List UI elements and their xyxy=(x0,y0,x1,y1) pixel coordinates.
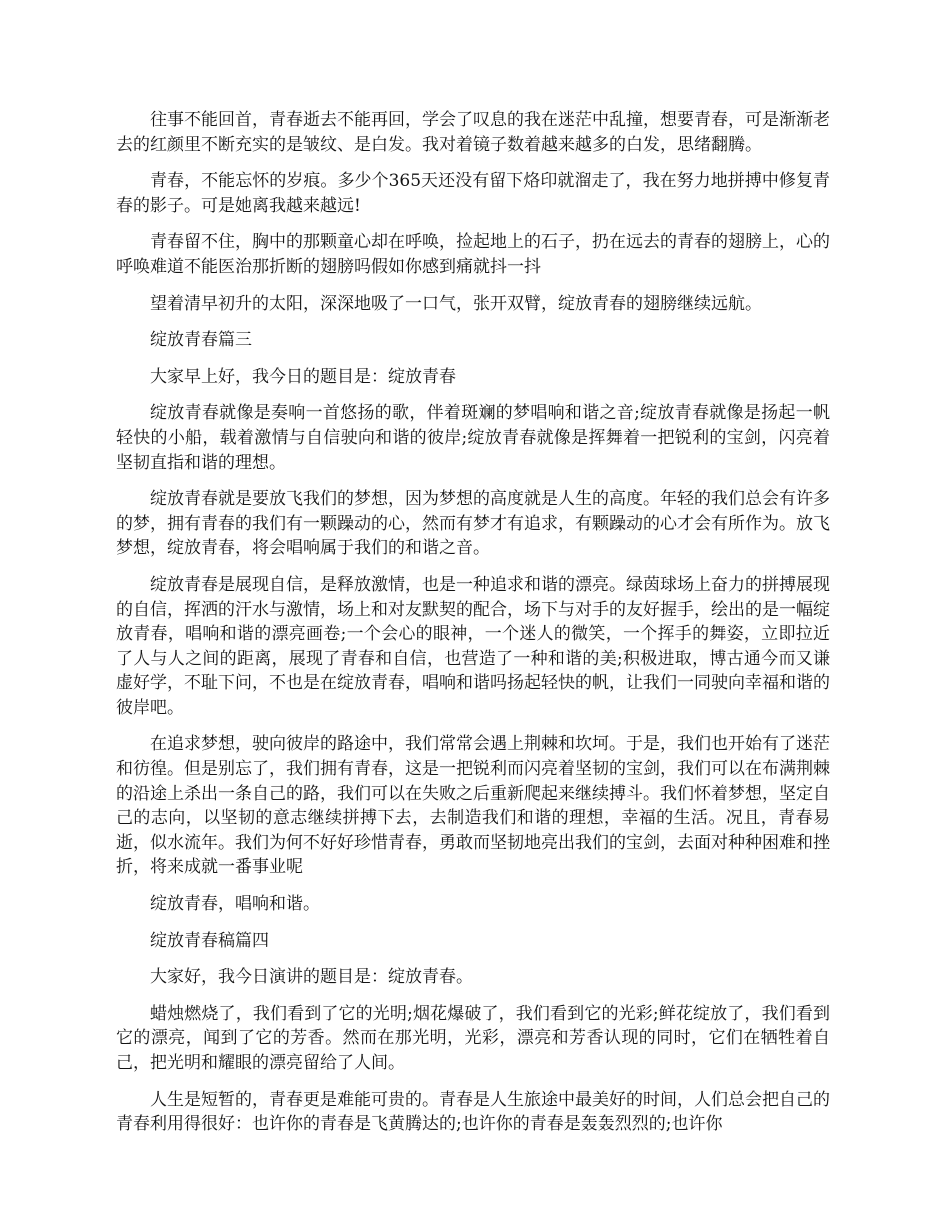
document-body xyxy=(116,108,830,1149)
paragraph-9: 绽放青春是展现自信，是释放激情，也是一种追求和谐的漂亮。绿茵球场上奋力的拼搏展现的自信，挥洒的汗水与激情，场上和对友默契的配合，场下与对手的友好握手，绘出的是一幅绽放青春，唱响和谐的漂亮画卷;一个会心的眼神，一个迷人的微笑，一个挥手的舞姿，立即拉近了人与人之间的距离，展现了青春和自信，也营造了一种和谐的美;积极进取，博古通今而又谦虚好学，不耻下问，不也是在绽放青春，唱响和谐吗扬起轻快的帆，让我们一同驶向幸福和谐的彼岸吧。 xyxy=(116,574,830,718)
paragraph-1: 往事不能回首，青春逝去不能再回，学会了叹息的我在迷茫中乱撞，想要青春，可是渐渐老去的红颜里不断充实的是皱纹、是白发。我对着镜子数着越来越多的白发，思绪翻腾。 xyxy=(116,110,830,155)
paragraph-11: 绽放青春，唱响和谐。 xyxy=(150,894,320,915)
paragraph-14: 蜡烛燃烧了，我们看到了它的光明;烟花爆破了，我们看到它的光彩;鲜花绽放了，我们看到它的漂亮，闻到了它的芳香。然而在那光明，光彩，漂亮和芳香认现的同时，它们在牺牲着自己，把光明和耀眼的漂亮留给了人间。 xyxy=(116,1003,830,1073)
paragraph-8: 绽放青春就是要放飞我们的梦想，因为梦想的高度就是人生的高度。年轻的我们总会有许多的梦，拥有青春的我们有一颗躁动的心，然而有梦才有追求，有颗躁动的心才会有所作为。放飞梦想，绽放青春，将会唱响属于我们的和谐之音。 xyxy=(116,489,830,559)
paragraph-4: 望着清早初升的太阳，深深地吸了一口气，张开双臂，绽放青春的翅膀继续远航。 xyxy=(150,293,762,314)
paragraph-2: 青春，不能忘怀的岁痕。多少个365天还没有留下烙印就溜走了，我在努力地拼搏中修复青春的影子。可是她离我越来越远! xyxy=(116,171,830,216)
paragraph-3: 青春留不住，胸中的那颗童心却在呼唤，捡起地上的石子，扔在远去的青春的翅膀上，心的呼唤难道不能医治那折断的翅膀吗假如你感到痛就抖一抖 xyxy=(116,232,830,277)
paragraph-6: 大家早上好，我今日的题目是：绽放青春 xyxy=(150,366,456,387)
section-heading-4: 绽放青春稿篇四 xyxy=(150,930,269,951)
paragraph-13: 大家好，我今日演讲的题目是：绽放青春。 xyxy=(150,967,473,988)
paragraph-7: 绽放青春就像是奏响一首悠扬的歌，伴着斑斓的梦唱响和谐之音;绽放青春就像是扬起一帆轻快的小船，载着激情与自信驶向和谐的彼岸;绽放青春就像是挥舞着一把锐利的宝剑，闪亮着坚韧直指和谐的理想。 xyxy=(116,403,830,473)
paragraph-10: 在追求梦想，驶向彼岸的路途中，我们常常会遇上荆棘和坎坷。于是，我们也开始有了迷茫和彷徨。但是别忘了，我们拥有青春，这是一把锐利而闪亮着坚韧的宝剑，我们可以在布满荆棘的沿途上杀出一条自己的路，我们可以在失败之后重新爬起来继续搏斗。我们怀着梦想，坚定自己的志向，以坚韧的意志继续拼搏下去，去制造我们和谐的理想，幸福的生活。况且，青春易逝，似水流年。我们为何不好好珍惜青春，勇敢而坚韧地亮出我们的宝剑，去面对种种困难和挫折，将来成就一番事业呢 xyxy=(116,734,830,878)
section-heading-3: 绽放青春篇三 xyxy=(150,330,252,351)
paragraph-15: 人生是短暂的，青春更是难能可贵的。青春是人生旅途中最美好的时间，人们总会把自己的青春利用得很好：也许你的青春是飞黄腾达的;也许你的青春是轰轰烈烈的;也许你 xyxy=(116,1089,830,1135)
